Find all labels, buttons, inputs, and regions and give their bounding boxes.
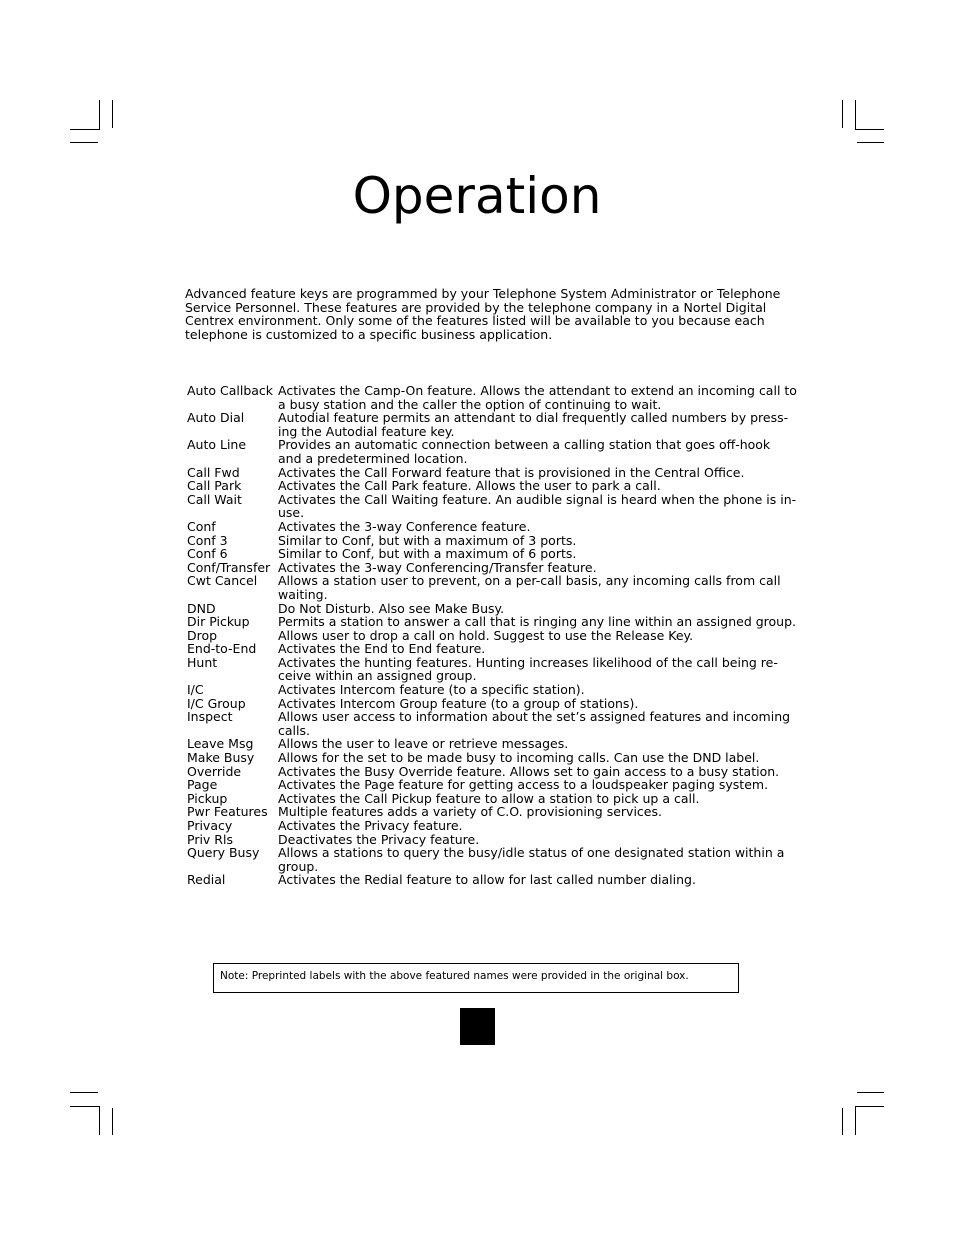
feature-description: Similar to Conf, but with a maximum of 6 ports. [278, 546, 577, 562]
feature-description: Activates Intercom feature (to a specific station). [278, 682, 585, 698]
feature-row [187, 833, 797, 847]
crop-mark-top-right-horizontal [857, 142, 884, 143]
feature-row [187, 792, 797, 806]
feature-name: Pickup [187, 790, 228, 806]
feature-description: Activates the Privacy feature. [278, 818, 463, 833]
feature-name: Auto Callback [187, 383, 274, 398]
crop-mark-bottom-left-vertical [99, 1106, 100, 1135]
feature-description: Activates the Busy Override feature. Allows set to gain access to a busy station. [278, 763, 780, 779]
feature-row [187, 819, 797, 833]
crop-mark-bottom-right-horizontal [855, 1106, 884, 1107]
crop-mark-bottom-right-vertical [855, 1106, 856, 1135]
crop-mark-bottom-left-horizontal [70, 1106, 100, 1107]
feature-description: Activates the hunting features. Hunting increases likelihood of the call being re-ceive within an assigned group. [278, 654, 778, 684]
crop-mark-bottom-left-horizontal [70, 1092, 98, 1093]
feature-name: Conf 6 [187, 546, 228, 562]
feature-row [187, 683, 797, 697]
feature-description: Deactivates the Privacy feature. [278, 831, 480, 847]
feature-row [187, 642, 797, 656]
feature-name: Conf 3 [187, 532, 228, 548]
feature-description: Allows for the set to be made busy to incoming calls. Can use the DND label. [278, 750, 760, 766]
feature-description: Autodial feature permits an attendant to dial frequently called numbers by press-ing the Autodial feature key. [278, 410, 789, 439]
feature-description: Activates the 3-way Conference feature. [278, 518, 531, 534]
feature-description: Permits a station to answer a call that is ringing any line within an assigned group. [278, 614, 796, 630]
feature-row [187, 710, 797, 737]
feature-name: Page [187, 777, 218, 793]
feature-name: I/C [187, 682, 204, 698]
crop-mark-bottom-right-vertical [842, 1108, 843, 1135]
feature-description: Provides an automatic connection between a calling station that goes off-hook and a predetermined location. [278, 437, 771, 466]
feature-description: Activates the Redial feature to allow for last called number dialing. [278, 872, 696, 888]
feature-description: Activates the Call Park feature. Allows the user to park a call. [278, 478, 661, 494]
feature-name: Pwr Features [187, 804, 268, 820]
feature-row [187, 561, 797, 575]
feature-name: Cwt Cancel [187, 573, 258, 589]
feature-row [187, 411, 797, 438]
crop-mark-top-left-vertical [99, 100, 100, 130]
feature-row [187, 629, 797, 643]
feature-name: Call Wait [187, 491, 242, 507]
crop-mark-top-right-vertical [855, 100, 856, 130]
feature-row [187, 846, 797, 873]
feature-name: Call Park [187, 478, 242, 494]
feature-name: Auto Line [187, 437, 247, 453]
feature-row [187, 466, 797, 480]
feature-name: Conf [187, 518, 216, 534]
feature-name: I/C Group [187, 695, 246, 711]
feature-row [187, 534, 797, 548]
feature-row [187, 737, 797, 751]
feature-description: Activates the 3-way Conferencing/Transfer feature. [278, 559, 597, 575]
feature-row [187, 805, 797, 819]
crop-mark-top-right-horizontal [855, 129, 884, 130]
feature-description: Similar to Conf, but with a maximum of 3 ports. [278, 532, 577, 548]
feature-description: Allows the user to leave or retrieve messages. [278, 736, 569, 752]
feature-description: Activates the End to End feature. [278, 641, 486, 657]
feature-row [187, 697, 797, 711]
feature-name: Call Fwd [187, 464, 240, 480]
feature-name: Conf/Transfer [187, 559, 271, 575]
feature-row [187, 873, 797, 887]
feature-description: Allows a station user to prevent, on a per-call basis, any incoming calls from call waiting. [278, 573, 781, 602]
feature-name: Leave Msg [187, 736, 254, 752]
feature-description: Activates Intercom Group feature (to a group of stations). [278, 695, 639, 711]
feature-name: Redial [187, 872, 226, 888]
crop-mark-top-left-horizontal [70, 129, 100, 130]
feature-name: End-to-End [187, 641, 257, 657]
feature-name: Make Busy [187, 750, 255, 766]
feature-list [187, 384, 797, 887]
page-title: Operation [352, 167, 602, 225]
crop-mark-top-left-horizontal [70, 142, 98, 143]
feature-description: Activates the Camp-On feature. Allows the attendant to extend an incoming call to a busy station and the caller the option of continuing to wait. [278, 383, 797, 412]
feature-name: Inspect [187, 709, 233, 725]
feature-description: Allows user access to information about the set’s assigned features and incoming calls. [278, 709, 791, 738]
feature-name: Drop [187, 627, 218, 643]
feature-name: DND [187, 600, 216, 616]
feature-description: Activates the Call Waiting feature. An audible signal is heard when the phone is in-use. [278, 491, 797, 521]
feature-name: Query Busy [187, 845, 260, 861]
feature-name: Priv Rls [187, 831, 233, 847]
feature-description: Allows a stations to query the busy/idle status of one designated station within a group. [278, 845, 785, 874]
feature-row [187, 493, 797, 520]
feature-description: Do Not Disturb. Also see Make Busy. [278, 600, 505, 616]
feature-row [187, 574, 797, 601]
crop-mark-bottom-right-horizontal [857, 1092, 884, 1093]
intro-paragraph: Advanced feature keys are programmed by your Telephone System Administrator or Telephone Service Personnel. These features are provided by the telephone company in a Nortel Digital Centrex environment. Only some of the features listed will be available to you because each telephone is customized to a specific business application. [185, 286, 781, 342]
feature-name: Dir Pickup [187, 614, 250, 630]
feature-description: Activates the Call Pickup feature to allow a station to pick up a call. [278, 790, 700, 806]
feature-row [187, 479, 797, 493]
feature-row [187, 547, 797, 561]
feature-row [187, 520, 797, 534]
feature-description: Allows user to drop a call on hold. Suggest to use the Release Key. [278, 627, 694, 643]
feature-name: Auto Dial [187, 410, 245, 426]
feature-description: Multiple features adds a variety of C.O. provisioning services. [278, 804, 662, 820]
feature-description: Activates the Page feature for getting access to a loudspeaker paging system. [278, 777, 769, 793]
crop-mark-top-left-vertical [112, 100, 113, 128]
feature-name: Privacy [187, 818, 233, 833]
crop-mark-bottom-left-vertical [112, 1108, 113, 1135]
feature-row [187, 615, 797, 629]
note-box [213, 963, 739, 993]
feature-row [187, 656, 797, 683]
crop-mark-top-right-vertical [842, 100, 843, 128]
feature-row [187, 602, 797, 616]
feature-row [187, 384, 797, 411]
feature-description: Activates the Call Forward feature that is provisioned in the Central Office. [278, 464, 745, 480]
feature-row [187, 438, 797, 465]
note-text: Note: Preprinted labels with the above featured names were provided in the original box. [220, 970, 689, 982]
feature-row [187, 778, 797, 792]
feature-row [187, 751, 797, 765]
feature-name: Override [187, 763, 242, 779]
page-marker-block [460, 1008, 495, 1045]
feature-name: Hunt [187, 654, 218, 670]
feature-row [187, 765, 797, 779]
